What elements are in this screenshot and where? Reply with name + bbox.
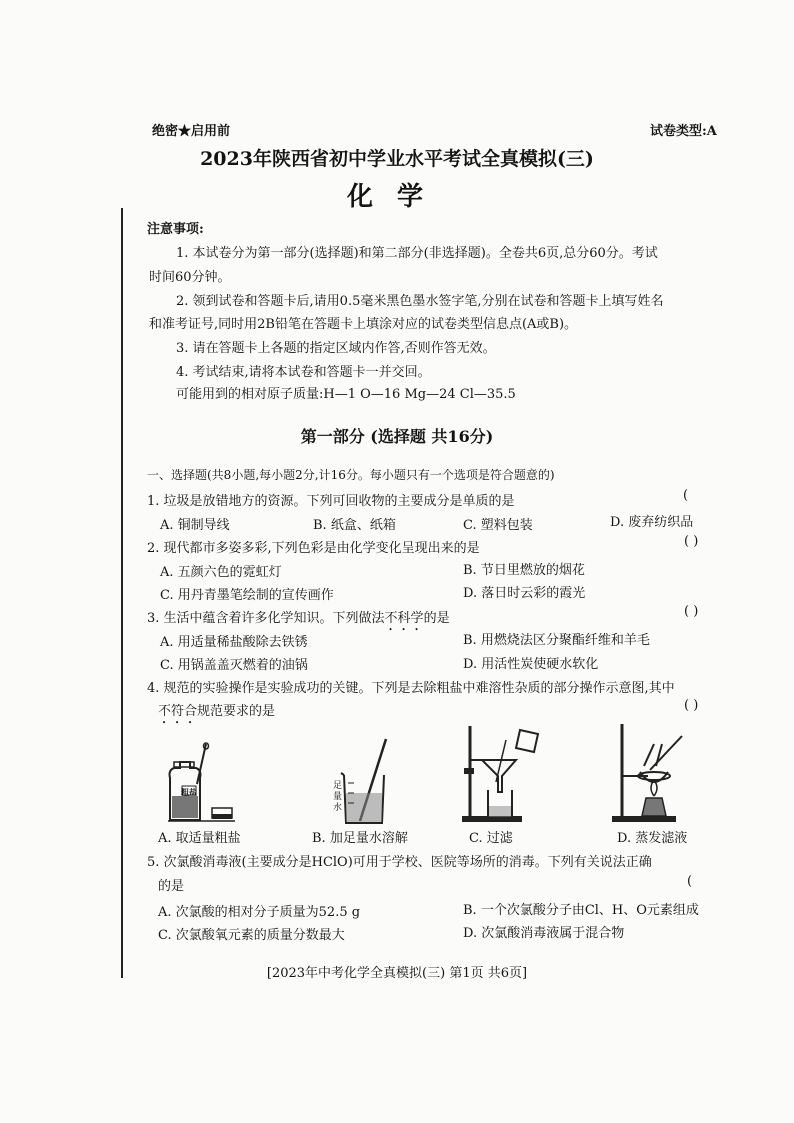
page-footer: [2023年中考化学全真模拟(三) 第1页 共6页] <box>266 966 528 981</box>
question-5-stem-2: 的是 <box>158 879 185 894</box>
answer-bracket: ( ) <box>684 534 699 549</box>
option-d: D. 蒸发滤液 <box>617 831 688 846</box>
notice-line: 和准考证号,同时用2B铅笔在答题卡上填涂对应的试卷类型信息点(A或B)。 <box>149 317 578 332</box>
stem-text: 规范要求的是 <box>197 704 276 719</box>
option-b: B. 节日里燃放的烟花 <box>463 563 585 578</box>
option-b: B. 加足量水溶解 <box>312 831 408 846</box>
stem-text: 3. 生活中蕴含着许多化学知识。下列做法 <box>147 611 385 626</box>
option-b: B. 纸盒、纸箱 <box>313 518 396 533</box>
question-3-stem <box>147 607 450 634</box>
option-d: D. 废弃纺织品 <box>610 515 694 530</box>
option-c: C. 用锅盖盖灭燃着的油锅 <box>160 658 308 673</box>
answer-bracket: ( ) <box>684 604 699 619</box>
notice-line: 时间60分钟。 <box>149 270 231 285</box>
question-4-stem-2 <box>158 700 275 727</box>
option-c: C. 塑料包装 <box>463 518 533 533</box>
figure-evaporation <box>610 722 690 824</box>
notice-line: 1. 本试卷分为第一部分(选择题)和第二部分(非选择题)。全卷共6页,总分60分。考试 <box>176 246 658 261</box>
figure-take-salt <box>160 742 240 826</box>
page-title: 2023年陕西省初中学业水平考试全真模拟(三) <box>200 148 594 170</box>
option-d: D. 用活性炭使硬水软化 <box>463 657 599 672</box>
emphasis-text: 不科学 <box>384 611 424 626</box>
option-a: A. 用适量稀盐酸除去铁锈 <box>160 635 308 650</box>
question-5-stem: 5. 次氯酸消毒液(主要成分是HClO)可用于学校、医院等场所的消毒。下列有关说法正确 <box>147 855 652 870</box>
secret-label: 绝密★启用前 <box>152 124 231 139</box>
answer-bracket: ( <box>687 874 693 889</box>
option-a: A. 五颜六色的霓虹灯 <box>160 565 282 580</box>
question-4-stem: 4. 规范的实验操作是实验成功的关键。下列是去除粗盐中难溶性杂质的部分操作示意图,其中 <box>147 681 675 696</box>
water-label: 足量水 <box>333 781 343 813</box>
option-c: C. 次氯酸氧元素的质量分数最大 <box>158 928 345 943</box>
atomic-mass: 可能用到的相对原子质量:H—1 O—16 Mg—24 Cl—35.5 <box>176 387 516 402</box>
salt-label: 粗盐 <box>181 787 197 797</box>
option-a: A. 铜制导线 <box>160 518 230 533</box>
option-d: D. 落日时云彩的霞光 <box>463 586 586 601</box>
emphasis-text: 不符合 <box>158 704 198 719</box>
paper-type: 试卷类型:A <box>650 124 717 139</box>
subject-title: 化学 <box>346 182 447 212</box>
answer-bracket: ( ) <box>684 698 699 713</box>
notice-line: 4. 考试结束,请将本试卷和答题卡一并交回。 <box>176 365 431 380</box>
answer-bracket: ( <box>683 488 689 503</box>
figure-dissolve <box>330 735 400 827</box>
notice-heading: 注意事项: <box>147 222 204 237</box>
notice-line: 3. 请在答题卡上各题的指定区域内作答,否则作答无效。 <box>176 341 496 356</box>
section-title: 第一部分 (选择题 共16分) <box>300 427 494 446</box>
option-c: C. 用丹青墨笔绘制的宣传画作 <box>160 588 334 603</box>
notice-line: 2. 领到试卷和答题卡后,请用0.5毫米黑色墨水签字笔,分别在试卷和答题卡上填写姓名 <box>176 294 664 309</box>
question-2-stem: 2. 现代都市多姿多彩,下列色彩是由化学变化呈现出来的是 <box>147 541 480 556</box>
option-c: C. 过滤 <box>469 831 513 846</box>
option-b: B. 用燃烧法区分聚酯纤维和羊毛 <box>463 633 650 648</box>
section-instructions: 一、选择题(共8小题,每小题2分,计16分。每小题只有一个选项是符合题意的) <box>147 468 555 482</box>
option-d: D. 次氯酸消毒液属于混合物 <box>463 926 625 941</box>
option-b: B. 一个次氯酸分子由Cl、H、O元素组成 <box>463 903 699 918</box>
binding-line <box>121 208 123 978</box>
option-a: A. 次氯酸的相对分子质量为52.5 g <box>158 905 361 920</box>
stem-text: 的是 <box>423 611 450 626</box>
option-a: A. 取适量粗盐 <box>158 831 241 846</box>
question-1-stem: 1. 垃圾是放错地方的资源。下列可回收物的主要成分是单质的是 <box>147 494 515 509</box>
figure-filtration <box>460 724 540 824</box>
